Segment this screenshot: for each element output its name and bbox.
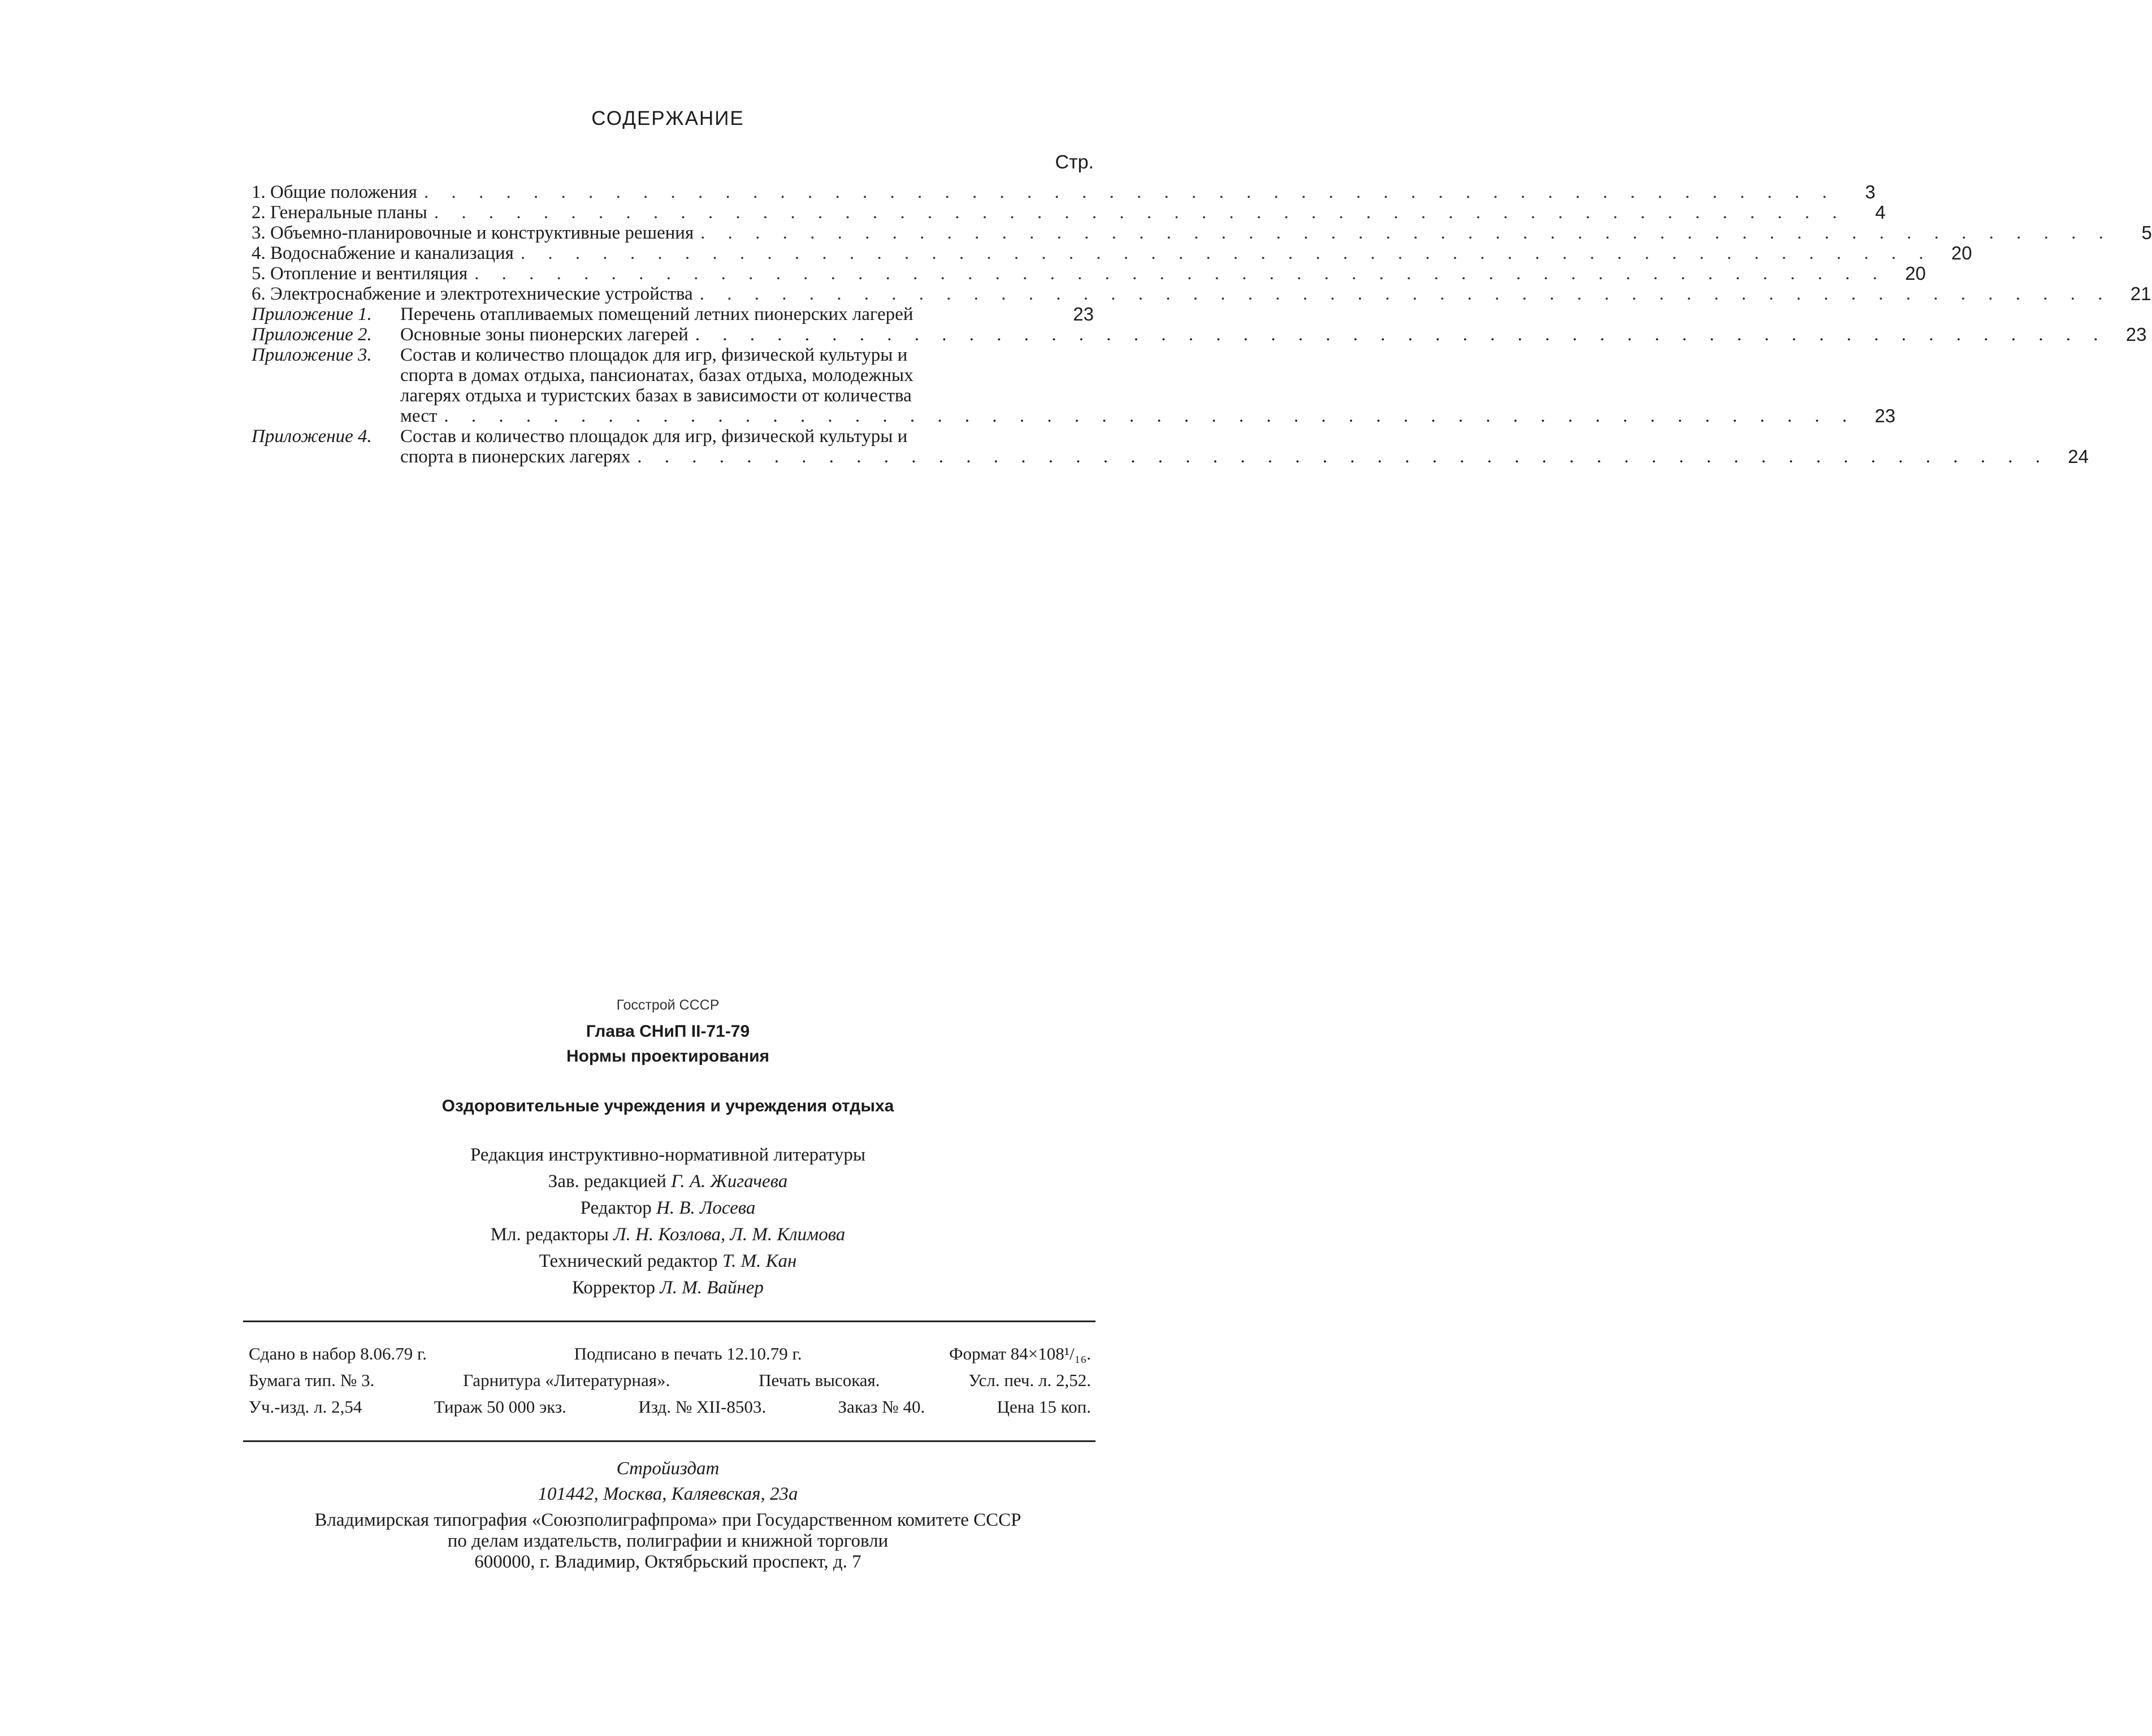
toc-page-number: 21: [2130, 283, 2151, 304]
print-detail: Уч.-изд. л. 2,54: [249, 1397, 362, 1417]
print-detail: Усл. печ. л. 2,52.: [968, 1370, 1091, 1390]
toc-page-number: 3: [1865, 181, 1876, 202]
print-details-row-2: [249, 1370, 1091, 1391]
appendix-prefix: Приложение 3.: [252, 345, 372, 365]
toc-appendix-4: [252, 426, 2089, 467]
toc-page-number: 24: [2068, 446, 2089, 467]
printer-line-1: Владимирская типография «Союзполиграфпрома» при Государственном комитете СССР: [314, 1510, 1021, 1530]
toc-page-number: 4: [1875, 202, 1886, 223]
toc-section-label: 4. Водоснабжение и канализация: [252, 243, 514, 263]
appendix-title-line: Состав и количество площадок для игр, физической культуры и: [400, 345, 908, 365]
printer-line-2: по делам издательств, полиграфии и книжной торговли: [447, 1531, 889, 1551]
credit-role: Технический редактор: [539, 1251, 718, 1271]
credit-role: Корректор: [572, 1278, 656, 1298]
appendix-title-line: спорта в пионерских лагерях: [400, 447, 631, 467]
toc-appendix-3: [252, 345, 1896, 426]
divider-rule: [243, 1440, 1096, 1442]
toc-page-number: 23: [1073, 304, 1094, 324]
toc-section-label: 2. Генеральные планы: [252, 202, 427, 223]
toc-section-1: [252, 181, 1876, 202]
dot-leader: . . . . . . . . . . . . . . . . . . . . . . . . . . . . . . . . . . . . . . . . . . . . . . . . . . . .: [695, 324, 2107, 345]
credit-role: Редактор: [580, 1198, 652, 1218]
appendix-title-line: Основные зоны пионерских лагерей: [400, 324, 689, 345]
credit-role: Зав. редакцией: [548, 1171, 666, 1192]
appendix-title-line: лагерях отдыха и туристских базах в зависимости от количества: [400, 386, 912, 406]
print-details-row-1: [249, 1344, 1091, 1364]
chapter-title: Глава СНиП II-71-79: [586, 1022, 750, 1041]
dot-leader: . . . . . . . . . . . . . . . . . . . . . . . . . . . . . . . . . . . . . . . . . . . . . . . . . . . .: [423, 182, 1836, 202]
credit-name: Т. М. Кан: [722, 1251, 797, 1271]
credit-head-editor: [0, 1171, 1336, 1192]
dot-leader: . . . . . . . . . . . . . . . . . . . . . . . . . . . . . . . . . . . . . . . . . . . . . . . . . . . .: [699, 284, 2112, 304]
toc-section-6: [252, 283, 2151, 304]
printer-address: 600000, г. Владимир, Октябрьский проспект, д. 7: [474, 1552, 861, 1572]
dot-leader: . . . . . . . . . . . . . . . . . . . . . . . . . . . . . . . . . . . . . . . . . . . . . . . . . . . .: [474, 263, 1886, 284]
credit-name: Г. А. Жигачева: [671, 1171, 788, 1192]
credit-proofreader: [0, 1278, 1336, 1298]
credit-junior-editors: [0, 1224, 1336, 1245]
toc-section-2: [252, 202, 1886, 223]
toc-section-label: 1. Общие положения: [252, 182, 417, 202]
toc-page-number: 20: [1905, 263, 1926, 284]
print-detail: Тираж 50 000 экз.: [434, 1397, 566, 1417]
toc-appendix-1: [252, 304, 1094, 324]
toc-page-number: 5: [2141, 222, 2152, 243]
appendix-prefix: Приложение 4.: [252, 426, 372, 447]
dot-leader: . . . . . . . . . . . . . . . . . . . . . . . . . . . . . . . . . . . . . . . . . . . . . . . . . . . .: [700, 223, 2112, 243]
toc-section-5: [252, 263, 1926, 284]
toc-appendix-2: [252, 324, 2147, 345]
toc-section-4: [252, 243, 1972, 263]
credit-name: Л. М. Вайнер: [660, 1278, 764, 1298]
divider-rule: [243, 1321, 1096, 1322]
credit-role: Мл. редакторы: [490, 1224, 609, 1245]
publisher-org: Госстрой СССР: [616, 997, 720, 1013]
credit-editor: [0, 1198, 1336, 1219]
print-detail: Печать высокая.: [759, 1370, 880, 1390]
toc-page-number: 23: [2125, 324, 2147, 345]
dot-leader: . . . . . . . . . . . . . . . . . . . . . . . . . . . . . . . . . . . . . . . . . . . . . . . . . . . .: [637, 447, 2049, 467]
dot-leader: . . . . . . . . . . . . . . . . . . . . . . . . . . . . . . . . . . . . . . . . . . . . . . . . . . . .: [520, 243, 1933, 263]
toc-section-3: [252, 222, 2152, 243]
print-detail: Заказ № 40.: [838, 1397, 925, 1417]
publisher-address: 101442, Москва, Каляевская, 23а: [538, 1484, 798, 1504]
credit-name: Н. В. Лосева: [656, 1198, 756, 1218]
toc-page-number: 23: [1874, 405, 1896, 426]
print-detail: Изд. № XII-8503.: [638, 1397, 767, 1417]
toc-page-number: 20: [1951, 243, 1972, 263]
dot-leader: . . . . . . . . . . . . . . . . . . . . . . . . . . . . . . . . . . . . . . . . . . . . . . . . . . . .: [434, 202, 1846, 223]
toc-section-label: 6. Электроснабжение и электротехнические устройства: [252, 284, 693, 304]
print-detail: Бумага тип. № 3.: [249, 1370, 375, 1390]
document-subject: Оздоровительные учреждения и учреждения отдыха: [441, 1097, 894, 1115]
print-detail: Гарнитура «Литературная».: [463, 1370, 670, 1390]
print-detail: Формат 84×108¹/₁₆.: [949, 1344, 1091, 1363]
appendix-title-line: Состав и количество площадок для игр, физической культуры и: [400, 426, 908, 447]
editorial-office: Редакция инструктивно-нормативной литературы: [470, 1145, 866, 1165]
appendix-prefix: Приложение 1.: [252, 304, 372, 324]
credit-tech-editor: [0, 1251, 1336, 1272]
publisher-name: Стройиздат: [616, 1458, 720, 1479]
toc-section-label: 5. Отопление и вентиляция: [252, 263, 468, 284]
dot-leader: . . . . . . . . . . . . . . . . . . . . . . . . . . . . . . . . . . . . . . . . . . . . . . . . . . . .: [444, 406, 1856, 426]
print-detail: Сдано в набор 8.06.79 г.: [249, 1344, 427, 1363]
credit-name: Л. Н. Козлова, Л. М. Климова: [613, 1224, 846, 1245]
appendix-title-line: спорта в домах отдыха, пансионатах, базах отдыха, молодежных: [400, 365, 913, 386]
appendix-title-line: мест: [400, 406, 438, 426]
norms-subtitle: Нормы проектирования: [566, 1047, 770, 1066]
toc-title: СОДЕРЖАНИЕ: [591, 107, 744, 129]
print-detail: Цена 15 коп.: [997, 1397, 1091, 1417]
print-detail: Подписано в печать 12.10.79 г.: [574, 1344, 802, 1363]
appendix-prefix: Приложение 2.: [252, 324, 372, 345]
print-details-row-3: [249, 1397, 1091, 1417]
table-of-contents: [252, 181, 2152, 467]
toc-section-label: 3. Объемно-планировочные и конструктивные решения: [252, 223, 694, 243]
toc-page-column-header: Стр.: [1055, 151, 1094, 173]
appendix-title-line: Перечень отапливаемых помещений летних пионерских лагерей: [400, 304, 913, 324]
